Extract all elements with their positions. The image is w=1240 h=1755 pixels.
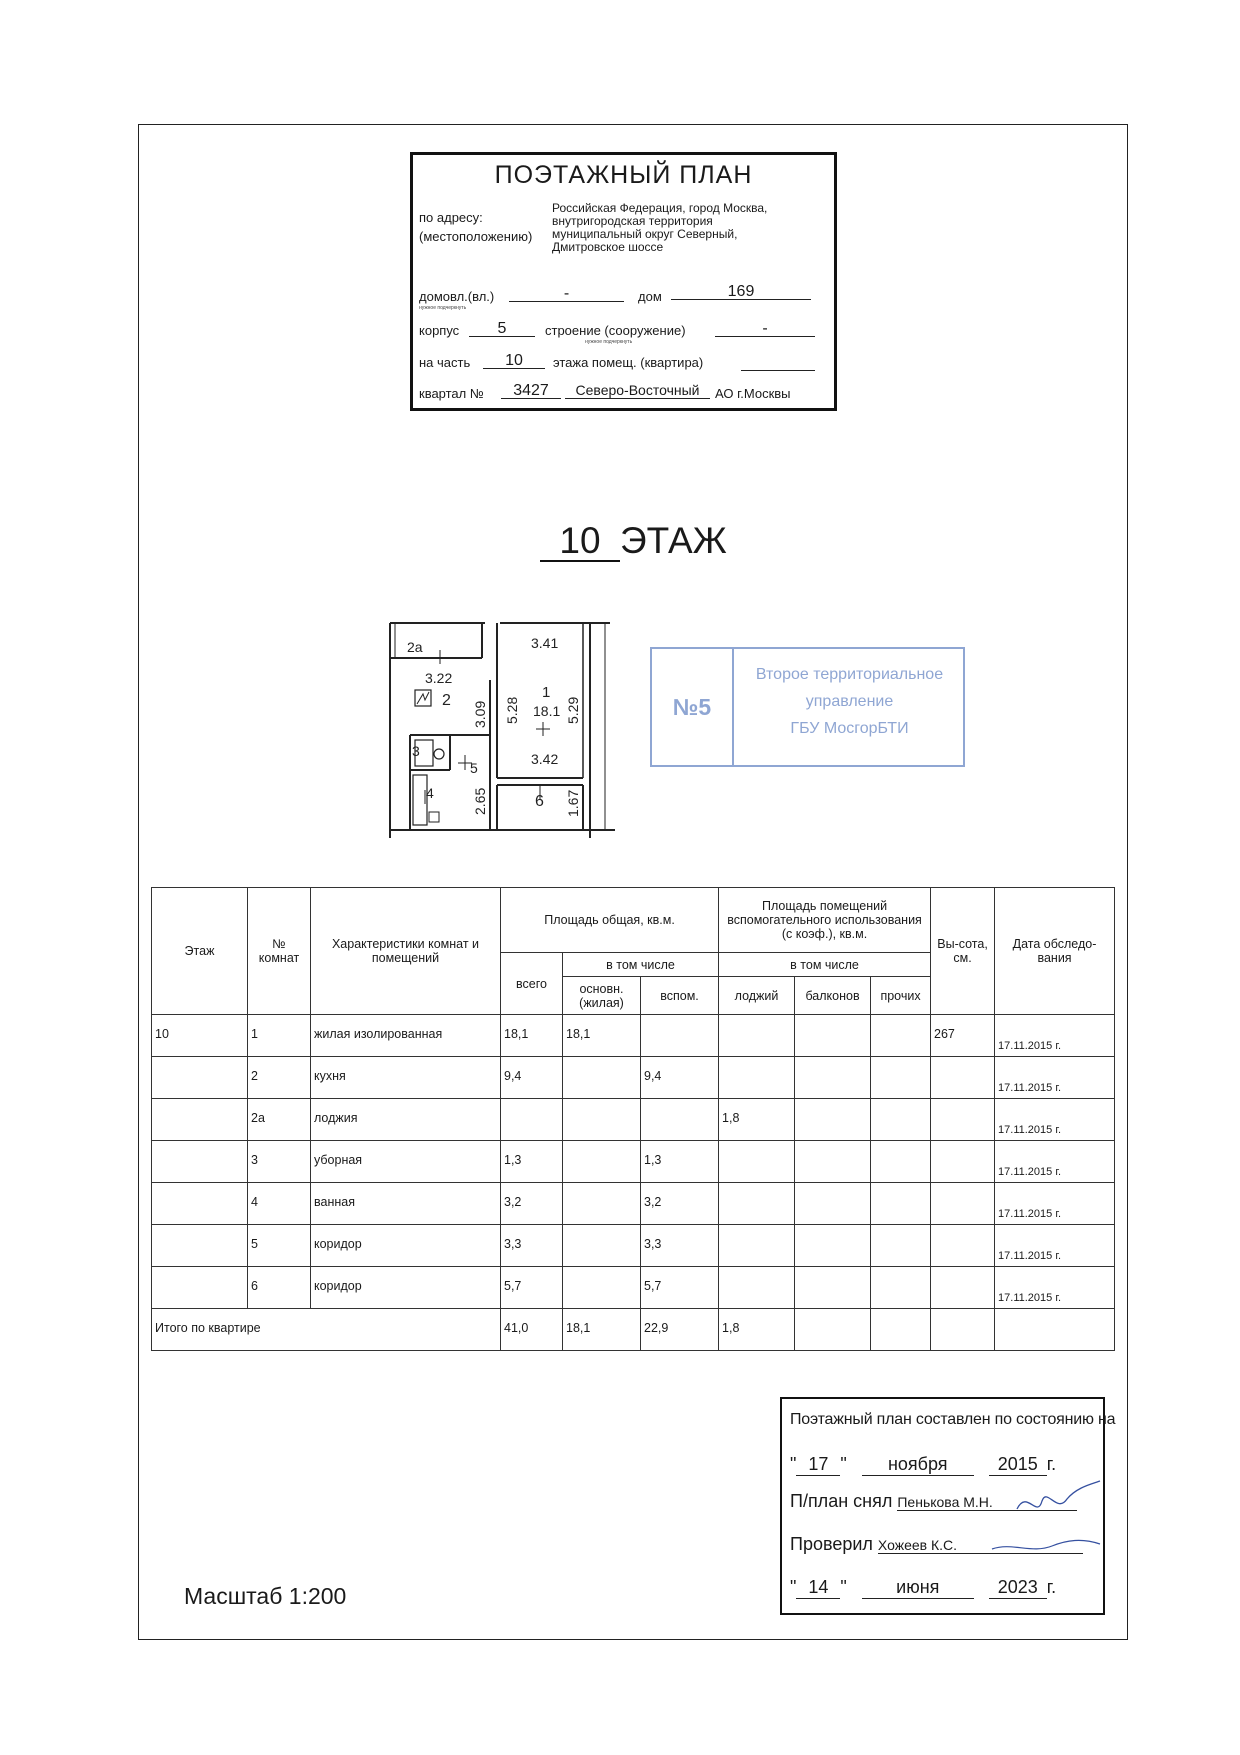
cell-etazh [152, 1267, 248, 1309]
cell-vspom [641, 1015, 719, 1057]
col-prochih: прочих [871, 977, 931, 1015]
cell-proch [871, 1099, 931, 1141]
cell-lodzh [719, 1141, 795, 1183]
cell-etazh [152, 1183, 248, 1225]
nuzhnoe-note: нужное подчеркнуть [419, 305, 467, 311]
cell-date: 17.11.2015 г. [995, 1141, 1115, 1183]
kvartal-label: квартал № [419, 386, 484, 401]
table-row [152, 1225, 1115, 1267]
cell-vysota [931, 1057, 995, 1099]
cell-vsego: 1,3 [501, 1141, 563, 1183]
table-row [152, 1057, 1115, 1099]
cell-nomer: 2 [248, 1057, 311, 1099]
cell-vysota [931, 1225, 995, 1267]
plan-label-room-3: 3 [412, 743, 420, 759]
address-text [552, 202, 767, 254]
cell-lodzh [719, 1267, 795, 1309]
cell-date: 17.11.2015 г. [995, 1057, 1115, 1099]
cell-nomer: 6 [248, 1267, 311, 1309]
stamp-text [734, 661, 965, 742]
table-row [152, 1015, 1115, 1057]
signature-box [780, 1397, 1116, 1615]
proveril-label: Проверил [790, 1534, 873, 1554]
table-row [152, 1099, 1115, 1141]
cell-vspom: 1,3 [641, 1141, 719, 1183]
plan-label-room-4: 4 [426, 785, 434, 801]
total-vsego: 41,0 [501, 1309, 563, 1351]
cell-lodzh [719, 1225, 795, 1267]
cell-lodzh [719, 1015, 795, 1057]
plan-dim-3-22: 3.22 [425, 670, 453, 686]
cell-name: лоджия [311, 1099, 501, 1141]
date-2: " 14 " июня 2023 г. [790, 1577, 1057, 1597]
plan-label-room-6: 6 [535, 793, 544, 810]
cell-date: 17.11.2015 г. [995, 1225, 1115, 1267]
col-vspomogat: Площадь помещений вспомогательного использования (с коэф.), кв.м. [719, 888, 931, 953]
cell-lodzh: 1,8 [719, 1099, 795, 1141]
cell-nomer: 4 [248, 1183, 311, 1225]
etazha-label: этажа помещ. (квартира) [553, 355, 704, 370]
cell-proch [871, 1267, 931, 1309]
address-label-2: (местоположению) [419, 229, 533, 244]
cell-balk [795, 1183, 871, 1225]
cell-osnovn: 18,1 [563, 1015, 641, 1057]
plan-dim-5-29: 5.29 [565, 696, 581, 724]
korpus-value: 5 [469, 320, 535, 337]
table-total-row [152, 1309, 1115, 1351]
address-line: Российская Федерация, город Москва, [552, 201, 768, 215]
plan-area-18-1: 18.1 [533, 703, 561, 719]
col-ploshad: Площадь общая, кв.м. [501, 888, 719, 953]
cell-etazh [152, 1057, 248, 1099]
month-2: июня [862, 1577, 974, 1599]
cell-name: коридор [311, 1267, 501, 1309]
snyal-name: Пенькова М.Н. [897, 1494, 1077, 1511]
floor-label: ЭТАЖ [620, 520, 727, 561]
col-etazh: Этаж [152, 888, 248, 1015]
col-harakteristiki: Характеристики комнат и помещений [311, 888, 501, 1015]
header-box [410, 152, 837, 411]
cell-vysota [931, 1183, 995, 1225]
cell-name: уборная [311, 1141, 501, 1183]
cell-etazh: 10 [152, 1015, 248, 1057]
cell-vsego: 9,4 [501, 1057, 563, 1099]
table-row [152, 1267, 1115, 1309]
cell-vysota [931, 1267, 995, 1309]
cell-name: кухня [311, 1057, 501, 1099]
nuzhnoe-note-2: нужное подчеркнуть [585, 339, 633, 345]
signature-scribble-2 [982, 1524, 1102, 1564]
cell-balk [795, 1099, 871, 1141]
cell-balk [795, 1057, 871, 1099]
plan-dim-5-28: 5.28 [504, 696, 520, 724]
bti-stamp [650, 647, 965, 767]
address-line: внутригородская территория [552, 214, 713, 228]
cell-date: 17.11.2015 г. [995, 1015, 1115, 1057]
stamp-line: ГБУ МосгорБТИ [790, 720, 909, 737]
cell-vsego: 3,3 [501, 1225, 563, 1267]
plan-dim-3-09: 3.09 [472, 700, 488, 728]
day-2: 14 [796, 1577, 840, 1599]
stroenie-value: - [715, 320, 815, 337]
cell-nomer: 5 [248, 1225, 311, 1267]
col-balkonov: балконов [795, 977, 871, 1015]
snyal-label: П/план снял [790, 1491, 893, 1511]
cell-proch [871, 1057, 931, 1099]
stroenie-label: строение (сооружение) [545, 323, 686, 338]
cell-proch [871, 1183, 931, 1225]
year-1: 2015 [989, 1454, 1047, 1476]
col-v-tom-chisle: в том числе [563, 953, 719, 977]
col-data: Дата обследо-вания [995, 888, 1115, 1015]
cell-name: коридор [311, 1225, 501, 1267]
cell-balk [795, 1225, 871, 1267]
cell-nomer: 1 [248, 1015, 311, 1057]
cell-etazh [152, 1225, 248, 1267]
cell-name: ванная [311, 1183, 501, 1225]
address-line: Дмитровское шоссе [552, 240, 664, 254]
cell-proch [871, 1141, 931, 1183]
address-line: муниципальный округ Северный, [552, 227, 738, 241]
proveril-name: Хожеев К.С. [878, 1537, 1083, 1554]
cell-nomer: 3 [248, 1141, 311, 1183]
cell-vspom [641, 1099, 719, 1141]
col-v-tom-chisle-2: в том числе [719, 953, 931, 977]
cell-balk [795, 1267, 871, 1309]
total-proch [871, 1309, 931, 1351]
cell-lodzh [719, 1057, 795, 1099]
na-chast-label: на часть [419, 355, 471, 370]
total-label: Итого по квартире [152, 1309, 501, 1351]
dom-label: дом [638, 289, 662, 304]
cell-osnovn [563, 1183, 641, 1225]
cell-balk [795, 1015, 871, 1057]
document-title: ПОЭТАЖНЫЙ ПЛАН [494, 161, 753, 189]
total-osnovn: 18,1 [563, 1309, 641, 1351]
cell-date: 17.11.2015 г. [995, 1267, 1115, 1309]
cell-vspom: 5,7 [641, 1267, 719, 1309]
plan-label-room-5: 5 [470, 760, 478, 776]
cell-osnovn [563, 1057, 641, 1099]
cell-vysota [931, 1141, 995, 1183]
plan-dim-3-41: 3.41 [531, 635, 559, 651]
cell-name: жилая изолированная [311, 1015, 501, 1057]
korpus-label: корпус [419, 323, 460, 338]
plan-dim-1-67: 1.67 [565, 789, 581, 817]
cell-vsego: 5,7 [501, 1267, 563, 1309]
year-suffix-1: г. [1046, 1454, 1057, 1474]
plan-dim-3-42: 3.42 [531, 751, 559, 767]
col-lodzhiy: лоджий [719, 977, 795, 1015]
total-vspom: 22,9 [641, 1309, 719, 1351]
address-label: по адресу: [419, 210, 483, 225]
plan-label-room-1: 1 [542, 684, 551, 701]
plan-dim-2-65: 2.65 [472, 787, 488, 815]
year-2: 2023 [989, 1577, 1047, 1599]
rooms-table [151, 887, 1115, 1351]
domovl-value: - [509, 285, 624, 302]
cell-lodzh [719, 1183, 795, 1225]
total-balk [795, 1309, 871, 1351]
cell-vsego: 18,1 [501, 1015, 563, 1057]
col-vsego: всего [501, 953, 563, 1015]
cell-vsego [501, 1099, 563, 1141]
na-chast-value: 10 [483, 352, 545, 369]
cell-osnovn [563, 1099, 641, 1141]
cell-balk [795, 1141, 871, 1183]
plan-label-room-2: 2 [442, 692, 451, 709]
col-osnovn: основн. (жилая) [563, 977, 641, 1015]
day-1: 17 [796, 1454, 840, 1476]
cell-vysota: 267 [931, 1015, 995, 1057]
total-lodzh: 1,8 [719, 1309, 795, 1351]
floor-heading [540, 520, 727, 562]
plan-label-room-2a: 2а [407, 639, 423, 655]
floor-plan [385, 620, 620, 845]
cell-date: 17.11.2015 г. [995, 1099, 1115, 1141]
cell-vysota [931, 1099, 995, 1141]
table-row [152, 1183, 1115, 1225]
month-1: ноября [862, 1454, 974, 1476]
etazha-blank [741, 354, 815, 371]
cell-osnovn [563, 1267, 641, 1309]
col-vspom: вспом. [641, 977, 719, 1015]
cell-etazh [152, 1099, 248, 1141]
domovl-label: домовл.(вл.) [419, 289, 495, 304]
cell-vsego: 3,2 [501, 1183, 563, 1225]
col-nomer: № комнат [248, 888, 311, 1015]
total-date [995, 1309, 1115, 1351]
col-vysota: Вы-сота, см. [931, 888, 995, 1015]
cell-vspom: 3,2 [641, 1183, 719, 1225]
cell-vspom: 3,3 [641, 1225, 719, 1267]
floor-number: 10 [540, 522, 620, 562]
total-vysota [931, 1309, 995, 1351]
signature-scribble-1 [1012, 1479, 1102, 1529]
district-value: Северо-Восточный [565, 382, 710, 399]
year-suffix-2: г. [1046, 1577, 1057, 1597]
scale-label: Масштаб 1:200 [184, 1583, 347, 1609]
cell-nomer: 2а [248, 1099, 311, 1141]
kvartal-value: 3427 [501, 382, 561, 399]
dom-value: 169 [671, 283, 811, 300]
stamp-line: управление [805, 693, 894, 710]
cell-osnovn [563, 1141, 641, 1183]
cell-vspom: 9,4 [641, 1057, 719, 1099]
stamp-number: №5 [652, 649, 734, 765]
date-1: " 17 " ноября 2015 г. [790, 1454, 1057, 1474]
cell-osnovn [563, 1225, 641, 1267]
cell-proch [871, 1225, 931, 1267]
ao-label: АО г.Москвы [715, 386, 791, 401]
stamp-line: Второе территориальное [755, 666, 944, 683]
cell-proch [871, 1015, 931, 1057]
sostavlen-text: Поэтажный план составлен по состоянию на [790, 1411, 1116, 1428]
table-row [152, 1141, 1115, 1183]
cell-date: 17.11.2015 г. [995, 1183, 1115, 1225]
cell-etazh [152, 1141, 248, 1183]
